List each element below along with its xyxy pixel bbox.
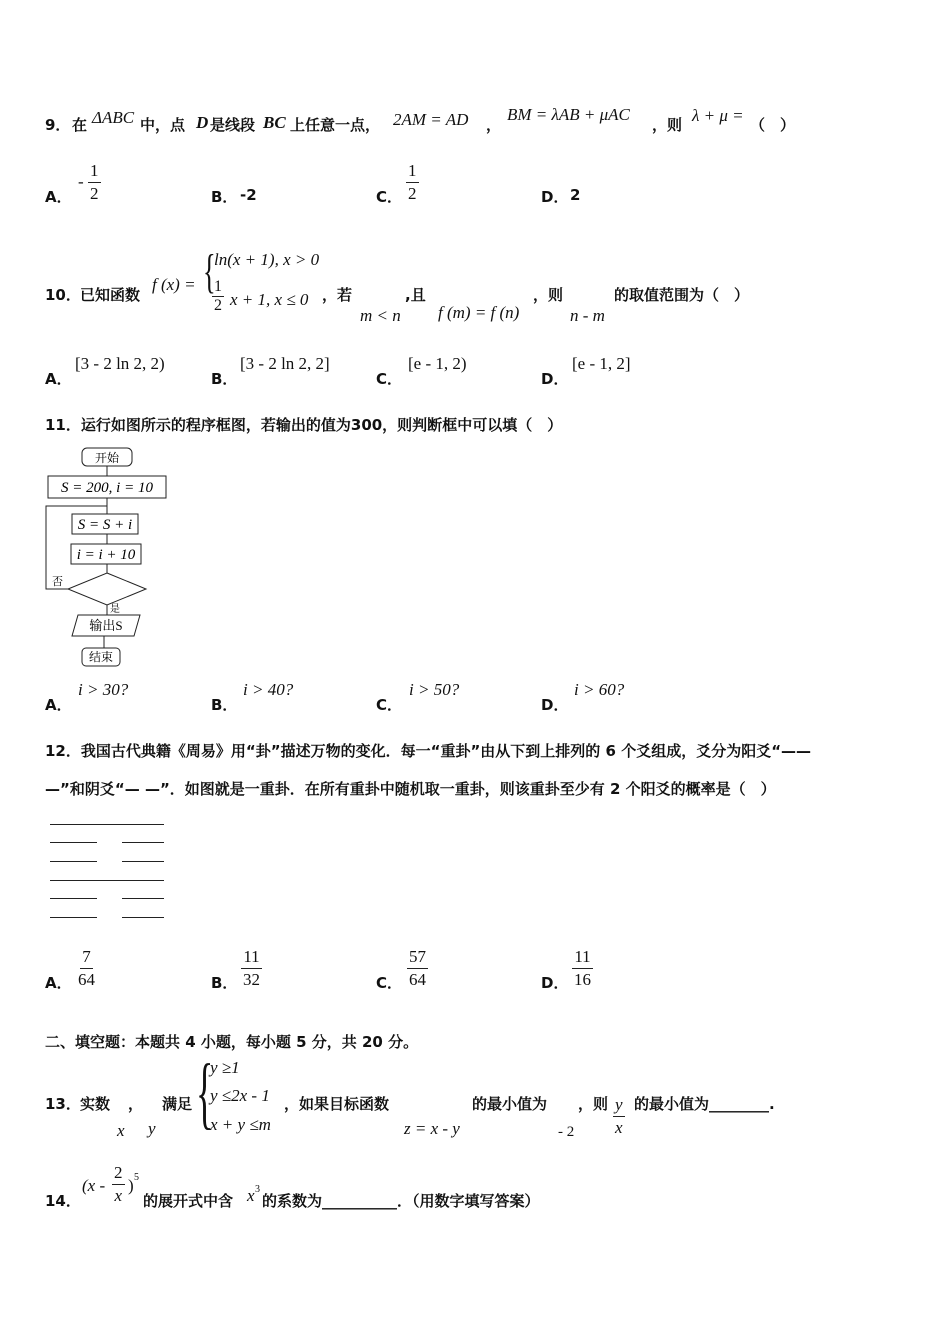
q13-var-x: x [117, 1121, 125, 1140]
q13-text-7: 的最小值为________. [634, 1095, 775, 1113]
yao-yin-right [122, 917, 164, 918]
q10-case-2-den: 2 [214, 297, 222, 314]
q12-option-a-fraction [76, 946, 97, 991]
q9-paren: （ ） [750, 116, 796, 134]
q10-option-b-value: [3 - 2 ln 2, 2] [240, 354, 330, 373]
q13-text-1: 实数 [80, 1095, 111, 1113]
q9-option-b-label[interactable]: B． [211, 188, 238, 206]
q11-option-a-value: i > 30? [78, 680, 129, 699]
yao-yang [50, 880, 164, 881]
q10-text-3: ,且 [405, 286, 426, 304]
q13-constraint-2: y ≤2x - 1 [210, 1086, 270, 1105]
q13-constraint-1: y ≥1 [210, 1058, 240, 1077]
q11-option-d-label[interactable]: D． [541, 696, 569, 714]
q10-condition-2: f (m) = f (n) [438, 303, 520, 322]
q12-hexagram-figure [50, 818, 166, 928]
flow-no-label: 否 [52, 576, 63, 588]
yao-yin-left [50, 842, 97, 843]
q12-option-b-fraction [241, 946, 262, 991]
q12-option-b-den: 32 [243, 970, 260, 989]
q12-option-d-fraction [572, 946, 593, 991]
yao-yin-right [122, 842, 164, 843]
q11-option-b-value: i > 40? [243, 680, 294, 699]
q10-condition-1: m < n [360, 306, 401, 325]
q13-brace: { [196, 1049, 214, 1137]
q9-equation-bm: BM = λAB + μAC [507, 105, 630, 124]
q13-var-y: y [148, 1119, 156, 1138]
q10-option-a-label[interactable]: A． [45, 370, 72, 388]
q9-text-5: ，则 [652, 116, 683, 134]
q12-option-a-label[interactable]: A． [45, 974, 72, 992]
q12-option-c-label[interactable]: C． [376, 974, 403, 992]
q14-binomial-fraction [112, 1162, 125, 1207]
yao-yin-left [50, 898, 97, 899]
q13-text-5: 的最小值为 [472, 1095, 548, 1113]
q13-text-3: 满足 [162, 1095, 193, 1113]
q10-function-name: f (x) = [152, 275, 196, 294]
q12-option-c-den: 64 [409, 970, 426, 989]
q9-segment-bc: BC [263, 113, 286, 132]
q12-option-a-num: 7 [80, 946, 93, 969]
q9-option-d-value: 2 [570, 186, 581, 204]
q12-option-d-den: 16 [574, 970, 591, 989]
q12-option-d-label[interactable]: D． [541, 974, 569, 992]
q11-option-a-label[interactable]: A． [45, 696, 72, 714]
q11-option-b-label[interactable]: B． [211, 696, 238, 714]
flow-step2-text: i = i + 10 [76, 547, 136, 563]
q14-binomial-open: (x - [82, 1176, 106, 1195]
q10-brace: { [203, 245, 216, 298]
q13-text-6: ，则 [578, 1095, 609, 1113]
q10-expression: n - m [570, 306, 605, 325]
q14-exponent: 5 [134, 1172, 139, 1183]
flow-start-text: 开始 [94, 451, 120, 465]
q10-option-d-label[interactable]: D． [541, 370, 569, 388]
q13-ratio-num: y [613, 1094, 625, 1117]
q9-option-d-label[interactable]: D． [541, 188, 569, 206]
q13-number: 13． [45, 1095, 81, 1113]
flow-output-text: 输出S [89, 618, 123, 633]
q14-number: 14． [45, 1192, 81, 1210]
q9-option-b-value: -2 [240, 186, 257, 204]
q9-comma: ， [486, 116, 502, 134]
q10-case-1: ln(x + 1), x > 0 [214, 250, 320, 269]
q9-option-a-label[interactable]: A． [45, 188, 72, 206]
yao-yin-left [50, 917, 97, 918]
q9-option-c-label[interactable]: C． [376, 188, 403, 206]
q14-text-1: 的展开式中含 [143, 1192, 234, 1210]
q12-option-b-label[interactable]: B． [211, 974, 238, 992]
q10-text-1: 已知函数 [80, 286, 141, 304]
yao-yin-left [50, 861, 97, 862]
flow-init-text: S = 200, i = 10 [61, 480, 153, 496]
q9-text-3: 是线段 [210, 116, 256, 134]
q10-case-2: x + 1, x ≤ 0 [230, 290, 309, 309]
q9-option-a-num: 1 [88, 160, 101, 183]
yao-yang [50, 824, 164, 825]
yao-yin-right [122, 861, 164, 862]
q12-option-d-num: 11 [572, 946, 592, 969]
q11-option-c-value: i > 50? [409, 680, 460, 699]
q10-option-b-label[interactable]: B． [211, 370, 238, 388]
q9-text-1: 在 [72, 116, 88, 134]
q14-power-base: x [247, 1186, 255, 1205]
q9-lambda-mu-sum: λ + μ = [692, 106, 744, 125]
q12-question-line-1: 12．我国古代典籍《周易》用“卦”描述万物的变化．每一“重卦”由从下到上排列的 6 个爻组成，爻分为阳爻“—— [45, 742, 812, 760]
q9-text-2: 中，点 [140, 116, 186, 134]
q13-text-4: ，如果目标函数 [284, 1095, 390, 1113]
q12-option-a-den: 64 [78, 970, 95, 989]
q13-ratio-fraction [613, 1094, 625, 1139]
q12-option-c-fraction [407, 946, 428, 991]
q9-triangle: ΔABC [92, 108, 135, 127]
q13-objective: z = x - y [404, 1119, 460, 1138]
q12-option-c-num: 57 [407, 946, 428, 969]
yao-yin-right [122, 898, 164, 899]
q10-option-c-value: [e - 1, 2) [408, 354, 467, 373]
q11-option-c-label[interactable]: C． [376, 696, 403, 714]
q10-text-5: 的取值范围为（ ） [614, 286, 750, 304]
section-2-heading: 二、填空题：本题共 4 小题，每小题 5 分，共 20 分。 [45, 1033, 419, 1051]
q14-binomial-close: ) [128, 1176, 134, 1195]
q9-option-c-fraction [406, 160, 419, 205]
q14-power-exp: 3 [255, 1184, 260, 1195]
q12-option-b-num: 11 [241, 946, 261, 969]
q9-option-a-den: 2 [90, 184, 99, 203]
q11-flowchart [44, 446, 174, 672]
q11-option-d-value: i > 60? [574, 680, 625, 699]
q10-number: 10． [45, 286, 81, 304]
flow-yes-label: 是 [110, 604, 120, 615]
flow-decision-diamond [68, 573, 146, 605]
q10-case-2-num: 1 [214, 278, 222, 295]
q10-option-d-value: [e - 1, 2] [572, 354, 631, 373]
q10-option-a-value: [3 - 2 ln 2, 2) [75, 354, 165, 373]
q13-text-2: ， [128, 1095, 144, 1113]
q9-option-a-fraction [88, 160, 101, 205]
q9-number: 9． [45, 116, 71, 134]
q9-text-4: 上任意一点， [290, 116, 381, 134]
q9-option-c-num: 1 [406, 160, 419, 183]
q14-text-2: 的系数为__________．（用数字填写答案） [262, 1192, 540, 1210]
flow-end-text: 结束 [88, 650, 114, 664]
q14-fraction-num: 2 [112, 1162, 125, 1185]
q10-text-2: ，若 [322, 286, 353, 304]
q13-constraint-3: x + y ≤m [210, 1115, 271, 1134]
q13-ratio-den: x [615, 1118, 623, 1137]
flow-step1-text: S = S + i [77, 517, 133, 533]
q13-min-value: - 2 [558, 1124, 575, 1140]
q14-fraction-den: x [114, 1186, 123, 1205]
q12-question-line-2: —”和阴爻“— —”．如图就是一重卦．在所有重卦中随机取一重卦，则该重卦至少有 2 个阳爻的概率是（ ） [45, 780, 776, 798]
q10-option-c-label[interactable]: C． [376, 370, 403, 388]
q9-point-d: D [196, 113, 209, 132]
q11-question-text: 11．运行如图所示的程序框图，若输出的值为300，则判断框中可以填（ ） [45, 416, 563, 434]
q9-option-c-den: 2 [408, 184, 417, 203]
q9-vector-equation: 2AM = AD [393, 110, 469, 129]
q9-option-a-sign: - [78, 172, 84, 191]
q10-text-4: ，则 [533, 286, 564, 304]
q10-case-2-fraction [212, 278, 224, 315]
